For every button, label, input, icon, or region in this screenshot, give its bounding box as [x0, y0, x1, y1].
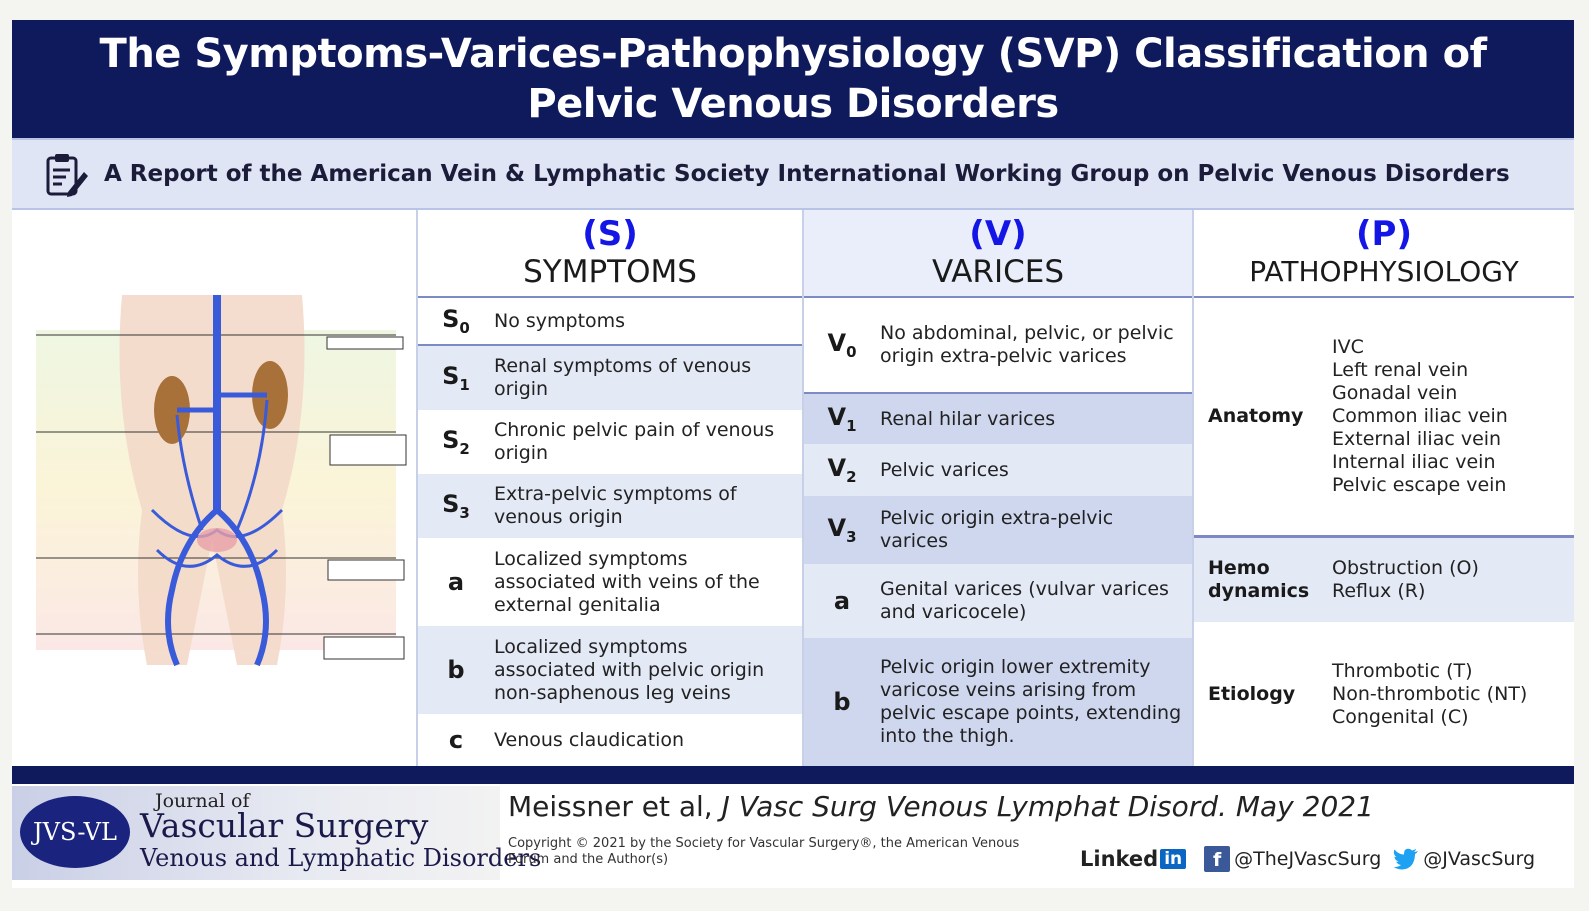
symptom-desc: Renal symptoms of venous origin	[494, 355, 752, 400]
anatomy-values: IVC Left renal vein Gonadal vein Common iliac vein External iliac vein Internal iliac vein Pelvic escape vein	[1332, 336, 1508, 496]
pathophysiology-name: PATHOPHYSIOLOGY	[1249, 255, 1519, 288]
symptom-code: a	[447, 568, 465, 596]
varices-desc: No abdominal, pelvic, or pelvic origin extra-pelvic varices	[880, 322, 1174, 367]
pathophysiology-column	[1192, 210, 1574, 766]
symptom-row-s1	[418, 346, 802, 410]
symptom-code: $S_1$	[442, 362, 470, 394]
etiology-label: Etiology	[1208, 682, 1296, 705]
journal-of-text: Journal of	[155, 790, 250, 812]
citation-authors: Meissner et al,	[508, 790, 713, 823]
symptom-desc: Localized symptoms associated with veins of the external genitalia	[494, 547, 760, 616]
symptom-desc: Chronic pelvic pain of venous origin	[494, 419, 775, 464]
symptoms-column	[416, 210, 802, 766]
zone-3-label-box	[328, 560, 404, 580]
twitter-handle[interactable]: @JVascSurg	[1423, 848, 1536, 870]
twitter-bird-icon[interactable]	[1393, 848, 1419, 870]
uterus	[197, 528, 237, 552]
symptom-row-a	[418, 538, 802, 626]
varices-letter: (V)	[969, 214, 1027, 254]
varices-header	[804, 210, 1192, 298]
symptom-row-s2	[418, 410, 802, 474]
varices-name: VARICES	[931, 254, 1065, 290]
title-line-2: Pelvic Venous Disorders	[527, 81, 1059, 127]
zone-2-label-box	[330, 435, 406, 465]
symptom-desc: Venous claudication	[494, 728, 685, 751]
title-banner	[12, 20, 1574, 138]
journal-subname: Venous and Lymphatic Disorders	[140, 844, 542, 872]
symptom-code: $S_0$	[442, 305, 470, 337]
footer-divider	[12, 766, 1574, 784]
varices-row-b	[804, 638, 1192, 766]
pathophysiology-header	[1194, 210, 1574, 298]
varices-row-a	[804, 564, 1192, 638]
subtitle-banner	[12, 138, 1574, 210]
citation	[508, 790, 1374, 823]
varices-code: a	[833, 587, 851, 615]
anatomy-row	[1194, 298, 1574, 538]
hemodynamics-row	[1194, 538, 1574, 622]
facebook-icon[interactable]: f	[1204, 846, 1230, 872]
hemodynamics-label: Hemo dynamics	[1208, 557, 1310, 602]
symptom-row-s3	[418, 474, 802, 538]
symptom-code: c	[448, 726, 464, 754]
symptom-code: $S_2$	[442, 426, 470, 458]
varices-code: $V_2$	[827, 454, 857, 486]
varices-desc: Pelvic origin extra-pelvic varices	[880, 507, 1114, 552]
varices-desc: Renal hilar varices	[880, 407, 1056, 430]
etiology-row	[1194, 622, 1574, 766]
zone-4-label-box	[324, 637, 404, 659]
zone-1-label-box	[327, 337, 403, 349]
symptoms-header	[418, 210, 802, 298]
symptoms-letter: (S)	[582, 214, 638, 254]
jvs-vl-logo: JVS-VL	[20, 796, 130, 868]
linkedin-text[interactable]: Linked	[1080, 847, 1159, 871]
varices-code: $V_1$	[827, 403, 857, 435]
social-links	[1080, 846, 1535, 872]
varices-desc: Genital varices (vulvar varices and varicocele)	[880, 578, 1169, 623]
symptom-row-s0	[418, 298, 802, 346]
varices-code: b	[833, 688, 851, 716]
etiology-values: Thrombotic (T) Non-thrombotic (NT) Congenital (C)	[1332, 659, 1528, 728]
varices-column	[802, 210, 1192, 766]
symptom-desc: Localized symptoms associated with pelvic origin non-saphenous leg veins	[494, 635, 765, 704]
symptom-code: $S_3$	[442, 490, 470, 522]
title-line-1: The Symptoms-Varices-Pathophysiology (SVP) Classification of	[99, 31, 1487, 77]
symptom-row-c	[418, 714, 802, 766]
varices-row-v0	[804, 298, 1192, 394]
symptom-code: b	[447, 656, 465, 684]
linkedin-icon[interactable]: in	[1160, 849, 1186, 869]
journal-name: Vascular Surgery	[140, 806, 429, 845]
varices-row-v1	[804, 394, 1192, 444]
clipboard-pencil-icon	[42, 150, 90, 198]
symptoms-name: SYMPTOMS	[523, 254, 697, 290]
varices-code: $V_3$	[827, 514, 857, 546]
venous-anatomy-figure	[12, 210, 416, 766]
anatomy-label: Anatomy	[1208, 405, 1304, 427]
hemodynamics-values: Obstruction (O) Reflux (R)	[1332, 557, 1479, 602]
anatomy-illustration	[12, 210, 416, 766]
pathophysiology-letter: (P)	[1356, 214, 1412, 254]
varices-code: $V_0$	[827, 329, 857, 361]
varices-desc: Pelvic origin lower extremity varicose veins arising from pelvic escape points, extending into the thigh.	[880, 656, 1182, 747]
citation-journal: J Vasc Surg Venous Lymphat Disord. May 2021	[721, 790, 1374, 823]
copyright-text: Copyright © 2021 by the Society for Vascular Surgery®, the American Venous Forum and the Author(s)	[508, 836, 1020, 867]
varices-row-v3	[804, 496, 1192, 564]
symptom-row-b	[418, 626, 802, 714]
symptom-desc: Extra-pelvic symptoms of venous origin	[494, 483, 737, 528]
subtitle-text: A Report of the American Vein & Lymphatic Society International Working Group on Pelvic Venous Disorders	[104, 161, 1510, 187]
symptom-desc: No symptoms	[494, 309, 626, 332]
varices-row-v2	[804, 444, 1192, 496]
facebook-handle[interactable]: @TheJVascSurg	[1234, 848, 1382, 870]
varices-desc: Pelvic varices	[880, 458, 1009, 481]
